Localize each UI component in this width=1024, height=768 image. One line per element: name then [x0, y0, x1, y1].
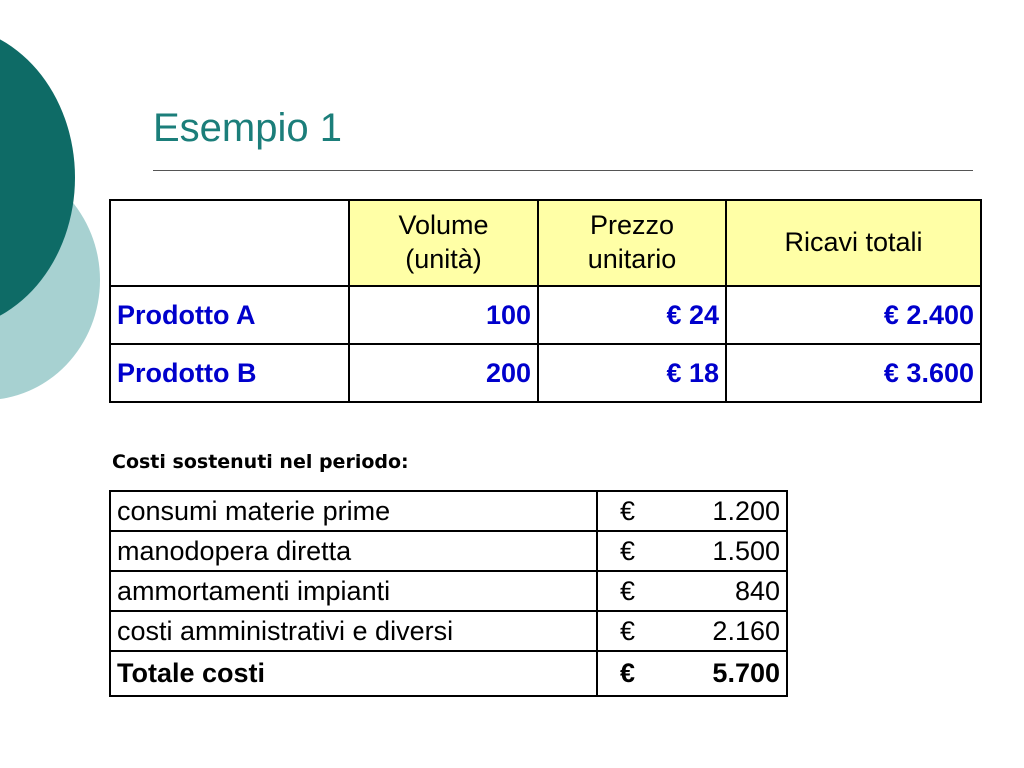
- product-price: € 18: [538, 344, 726, 402]
- currency-symbol: €: [620, 658, 636, 688]
- costs-table: [109, 490, 788, 697]
- cost-label: consumi materie prime: [110, 491, 597, 531]
- total-row: [110, 651, 787, 696]
- cost-amount: 840: [734, 575, 780, 606]
- product-revenue: € 2.400: [726, 286, 981, 344]
- table-row: [110, 571, 787, 611]
- title-divider: [153, 170, 973, 171]
- cost-label: ammortamenti impianti: [110, 571, 597, 611]
- header-empty-cell: [110, 200, 349, 286]
- product-volume: 200: [349, 344, 538, 402]
- table-row: [110, 344, 981, 402]
- currency-symbol: €: [620, 615, 636, 646]
- currency-symbol: €: [620, 575, 636, 606]
- product-revenue: € 3.600: [726, 344, 981, 402]
- header-revenue: Ricavi totali: [726, 200, 981, 286]
- total-amount: 5.700: [712, 658, 780, 688]
- cost-amount-cell: [597, 531, 787, 571]
- table-row: [110, 286, 981, 344]
- header-volume: [349, 200, 538, 286]
- cost-amount-cell: [597, 491, 787, 531]
- slide-title: Esempio 1: [153, 106, 342, 150]
- currency-symbol: €: [620, 535, 636, 566]
- cost-amount: 1.500: [712, 535, 780, 566]
- currency-symbol: €: [620, 495, 636, 526]
- cost-amount-cell: [597, 611, 787, 651]
- total-amount-cell: [597, 651, 787, 696]
- cost-label: costi amministrativi e diversi: [110, 611, 597, 651]
- revenue-header-row: [110, 200, 981, 286]
- product-name: Prodotto B: [110, 344, 349, 402]
- table-row: [110, 531, 787, 571]
- costs-heading: Costi sostenuti nel periodo:: [112, 451, 409, 473]
- product-price: € 24: [538, 286, 726, 344]
- product-volume: 100: [349, 286, 538, 344]
- total-label: Totale costi: [110, 651, 597, 696]
- header-price-line1: Prezzo: [589, 210, 675, 241]
- cost-amount: 1.200: [712, 495, 780, 526]
- product-name: Prodotto A: [110, 286, 349, 344]
- header-price-line2: unitario: [587, 244, 677, 274]
- header-volume-line1: Volume: [398, 210, 489, 241]
- cost-label: manodopera diretta: [110, 531, 597, 571]
- header-price: [538, 200, 726, 286]
- cost-amount-cell: [597, 571, 787, 611]
- table-row: [110, 491, 787, 531]
- revenue-table: [109, 199, 982, 403]
- table-row: [110, 611, 787, 651]
- header-volume-line2: (unità): [405, 244, 482, 274]
- cost-amount: 2.160: [712, 615, 780, 646]
